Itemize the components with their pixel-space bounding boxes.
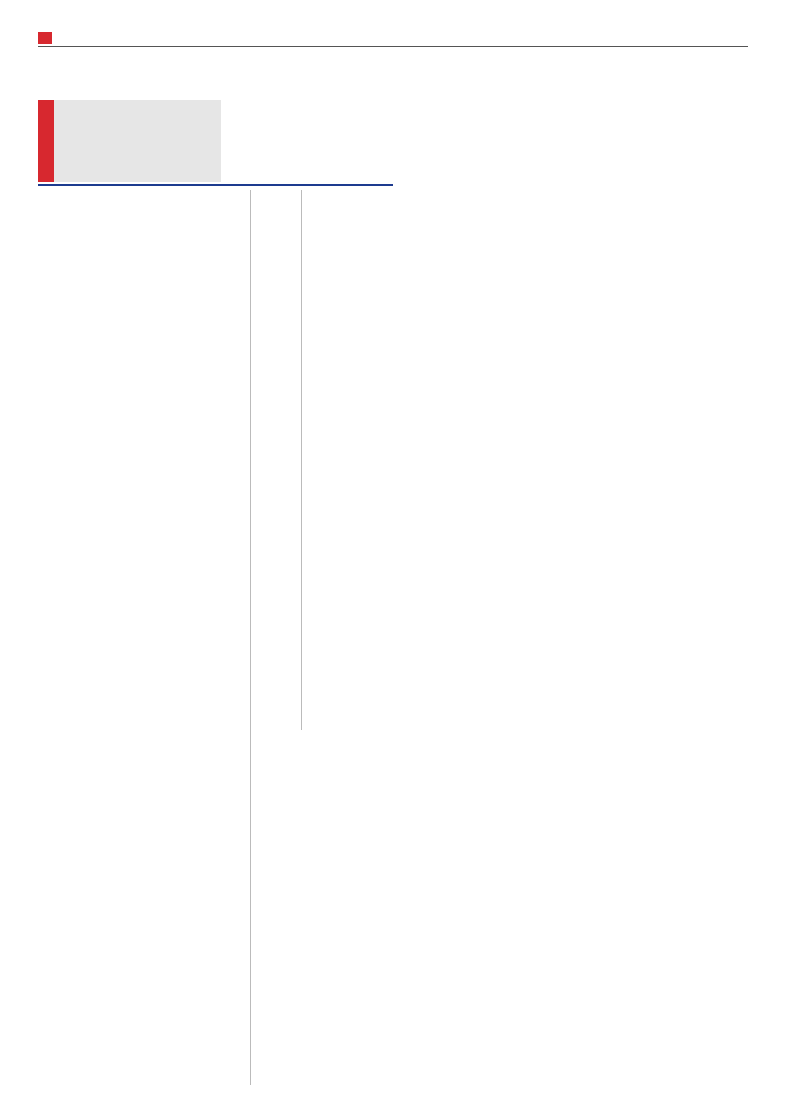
column-rule-2 bbox=[301, 190, 302, 730]
conditions-column bbox=[38, 190, 245, 196]
column-rule-1 bbox=[250, 190, 251, 1085]
heraut-logo bbox=[38, 100, 221, 182]
page-header bbox=[38, 32, 748, 46]
header-rule bbox=[38, 46, 748, 47]
masthead-rule bbox=[38, 184, 393, 186]
page-number bbox=[38, 32, 52, 44]
logo-red-bar bbox=[38, 100, 54, 182]
masthead bbox=[40, 50, 392, 94]
